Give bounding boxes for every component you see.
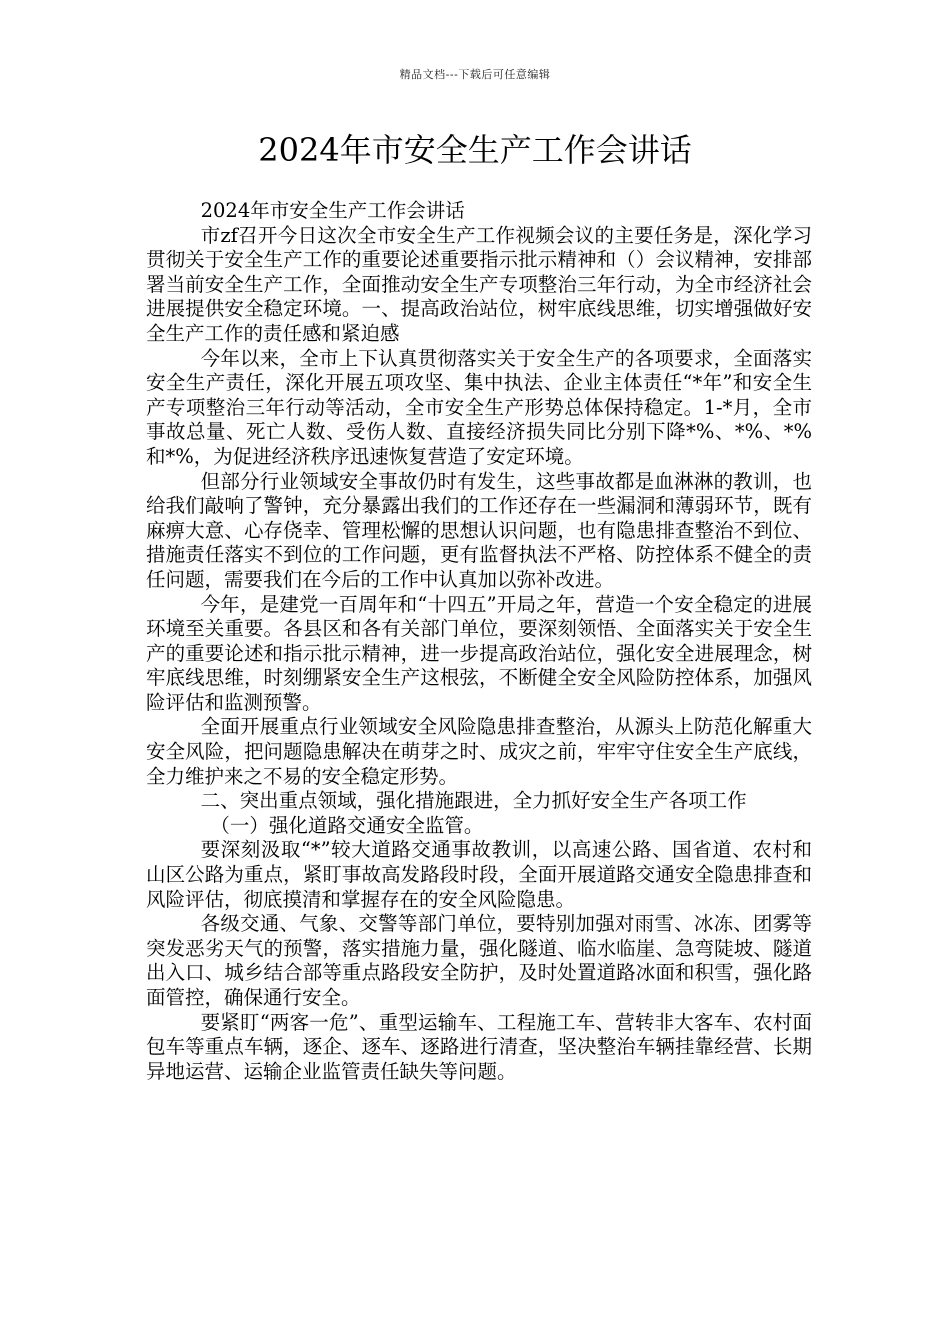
paragraph: 要深刻汲取“*”较大道路交通事故教训，以高速公路、国省道、农村和山区公路为重点，紧盯事故高发路段时段，全面开展道路交通安全隐患排查和风险评估，彻底摸清和掌握存在的安全风险隐患。 bbox=[146, 838, 812, 911]
header-note: 精品文档---下载后可任意编辑 bbox=[399, 68, 551, 81]
paragraph: 市zf召开今日这次全市安全生产工作视频会议的主要任务是，深化学习贯彻关于安全生产工作的重要论述重要指示批示精神和（）会议精神，安排部署当前安全生产工作，全面推动安全生产专项整治三年行动，为全市经济社会进展提供安全稳定环境。一、提高政治站位，树牢底线思维，切实增强做好安全生产工作的责任感和紧迫感 bbox=[146, 223, 812, 345]
document-body bbox=[146, 199, 812, 1084]
document-title: 2024年市安全生产工作会讲话 bbox=[258, 131, 692, 169]
paragraph: 全面开展重点行业领域安全风险隐患排查整治，从源头上防范化解重大安全风险，把问题隐患解决在萌芽之时、成灾之前，牢牢守住安全生产底线，全力维护来之不易的安全稳定形势。 bbox=[146, 715, 812, 788]
subsection-heading: （一）强化道路交通安全监管。 bbox=[210, 813, 484, 837]
paragraph: 但部分行业领域安全事故仍时有发生，这些事故都是血淋淋的教训，也给我们敲响了警钟，充分暴露出我们的工作还存在一些漏洞和薄弱环节，既有麻痹大意、心存侥幸、管理松懈的思想认识问题，也有隐患排查整治不到位、措施责任落实不到位的工作问题，更有监督执法不严格、防控体系不健全的责任问题，需要我们在今后的工作中认真加以弥补改进。 bbox=[146, 469, 812, 591]
paragraph: 要紧盯“两客一危”、重型运输车、工程施工车、营转非大客车、农村面包车等重点车辆，逐企、逐车、逐路进行清查，坚决整治车辆挂靠经营、长期异地运营、运输企业监管责任缺失等问题。 bbox=[146, 1010, 812, 1083]
paragraph: 各级交通、气象、交警等部门单位，要特别加强对雨雪、冰冻、团雾等突发恶劣天气的预警，落实措施力量，强化隧道、临水临崖、急弯陡坡、隧道出入口、城乡结合部等重点路段安全防护，及时处置道路冰面和积雪，强化路面管控，确保通行安全。 bbox=[146, 912, 812, 1009]
paragraph: 2024年市安全生产工作会讲话 bbox=[200, 199, 465, 222]
paragraph: 今年以来，全市上下认真贯彻落实关于安全生产的各项要求，全面落实安全生产责任，深化开展五项攻坚、集中执法、企业主体责任“*年”和安全生产专项整治三年行动等活动，全市安全生产形势总体保持稳定。1-*月，全市事故总量、死亡人数、受伤人数、直接经济损失同比分别下降*%、*%、*%和*%，为促进经济秩序迅速恢复营造了安定环境。 bbox=[146, 346, 812, 468]
paragraph: 今年，是建党一百周年和“十四五”开局之年，营造一个安全稳定的进展环境至关重要。各县区和各有关部门单位，要深刻领悟、全面落实关于安全生产的重要论述和指示批示精神，进一步提高政治站位，强化安全进展理念，树牢底线思维，时刻绷紧安全生产这根弦，不断健全安全风险防控体系，加强风险评估和监测预警。 bbox=[146, 592, 812, 714]
section-heading: 二、突出重点领域，强化措施跟进，全力抓好安全生产各项工作 bbox=[200, 789, 747, 813]
